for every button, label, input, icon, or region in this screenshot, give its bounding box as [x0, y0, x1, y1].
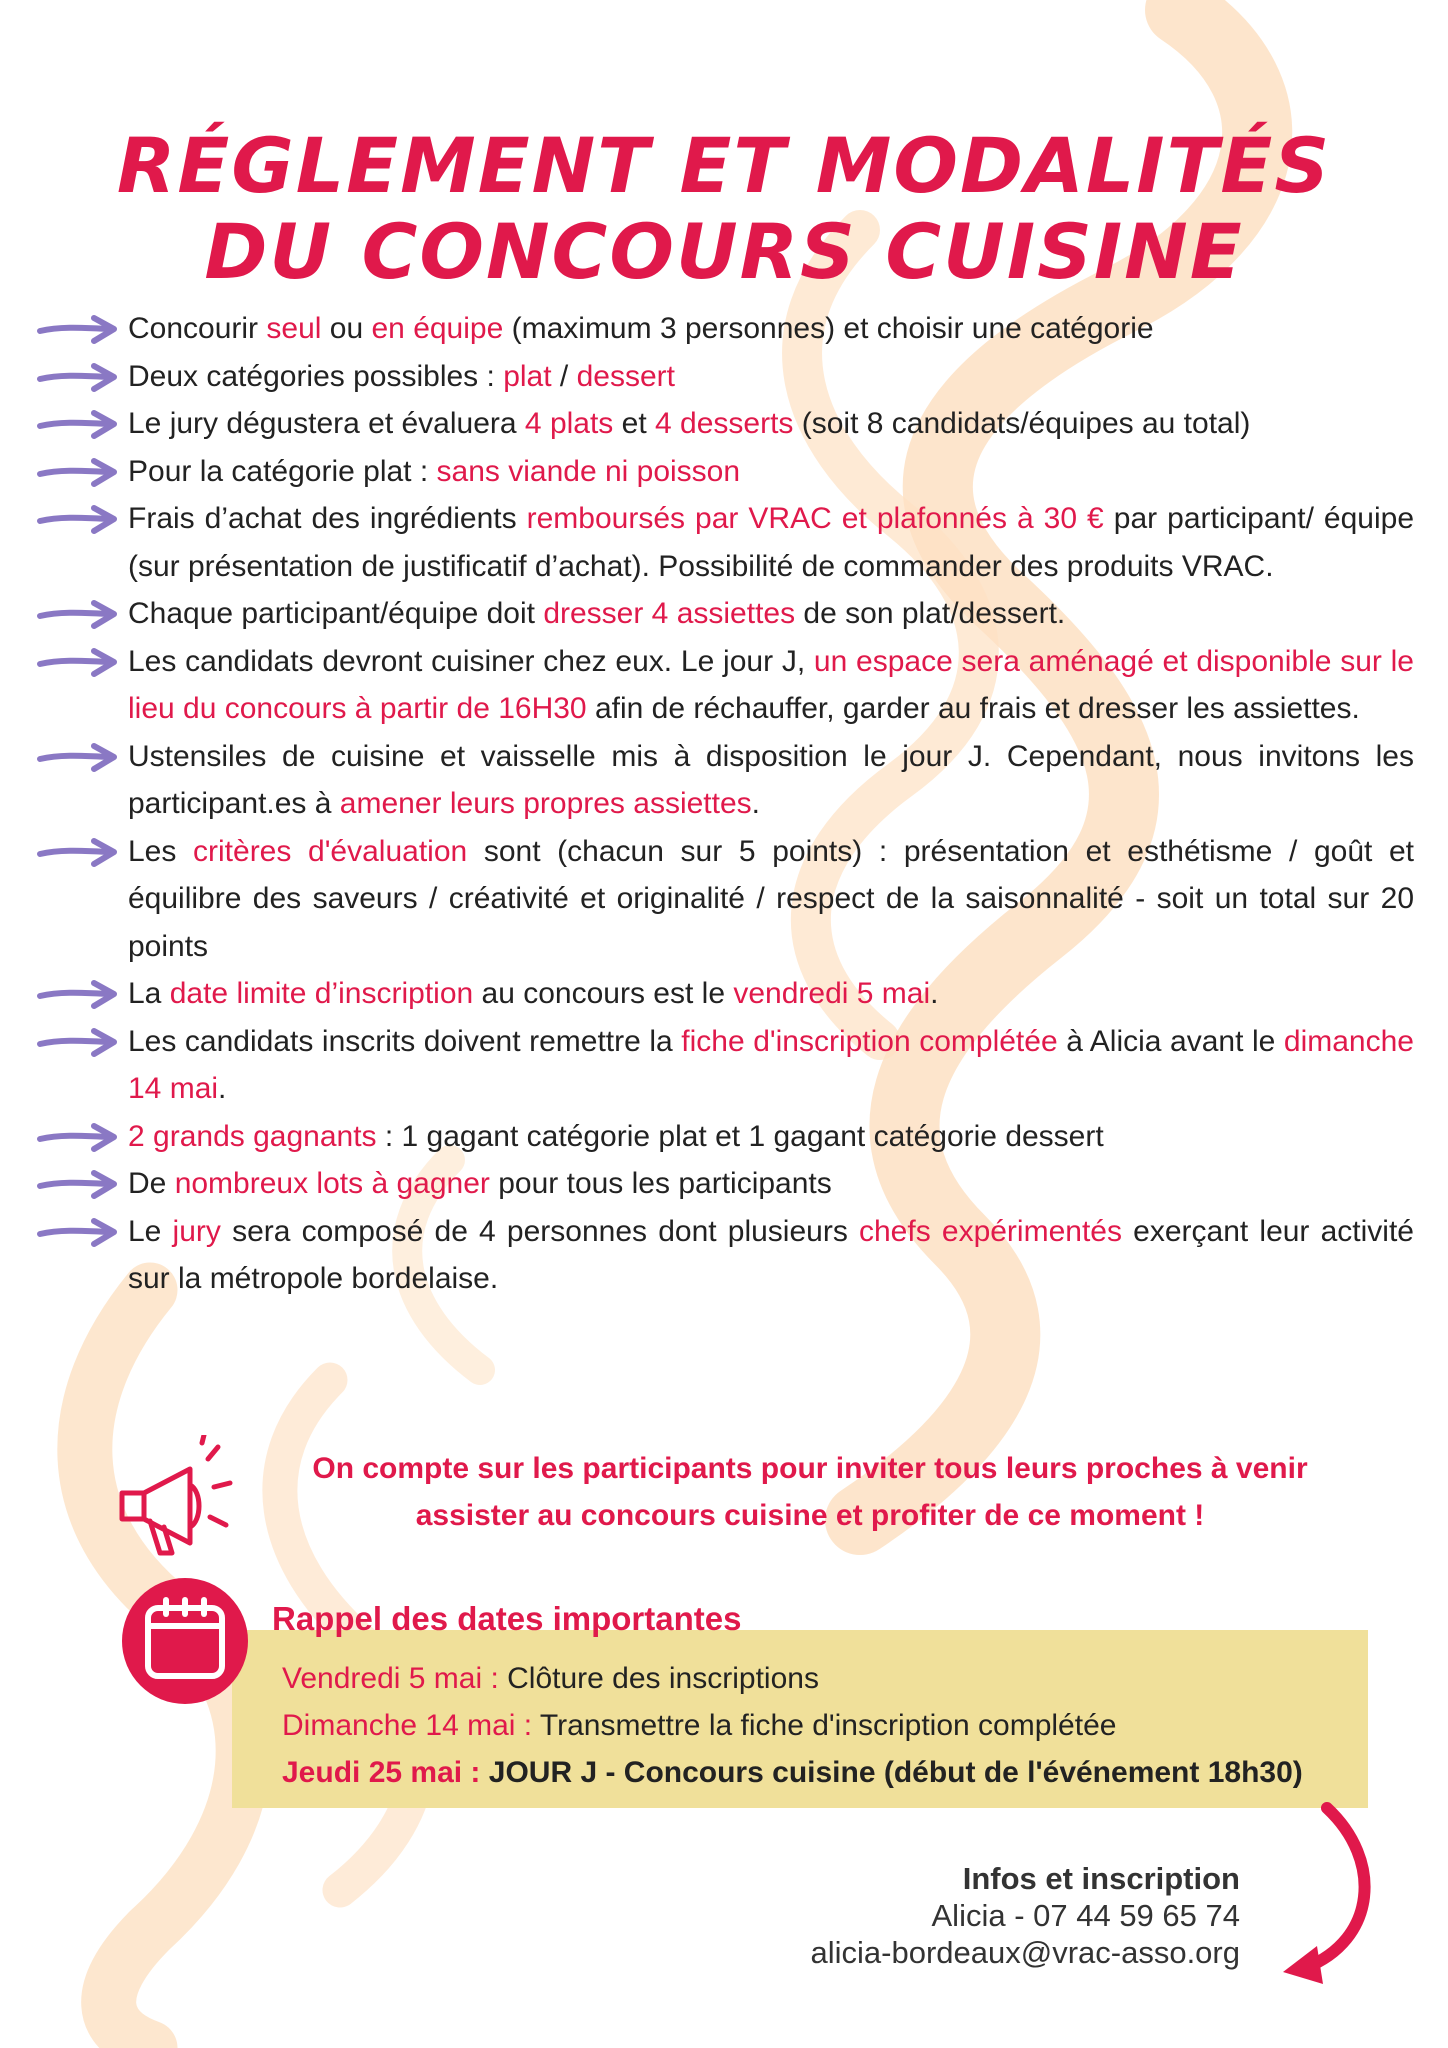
rule-text: Pour la catégorie plat : — [128, 454, 437, 488]
rule-item — [36, 305, 1414, 353]
contact-email: alicia-bordeaux@vrac-asso.org — [810, 1935, 1240, 1970]
arrow-right-icon — [36, 1217, 120, 1247]
rule-text: (maximum 3 personnes) et choisir une catégorie — [503, 312, 1154, 345]
arrow-right-icon — [36, 409, 120, 439]
callout-line-2: assister au concours cuisine et profiter de ce moment ! — [415, 1499, 1205, 1532]
rule-text: de son plat/dessert. — [795, 597, 1066, 630]
date-row — [282, 1749, 1303, 1796]
rule-text: La — [128, 977, 170, 1010]
callout — [110, 1435, 1410, 1565]
highlight-text: jury — [172, 1214, 221, 1248]
megaphone-icon — [110, 1435, 250, 1565]
rule-text: Chaque participant/équipe doit — [128, 597, 544, 630]
dates-list — [282, 1655, 1303, 1796]
highlight-text: 4 desserts — [655, 407, 794, 440]
date-row — [282, 1702, 1303, 1749]
highlight-text: 4 plats — [524, 407, 614, 440]
date-label: Vendredi 5 mai : — [282, 1662, 499, 1695]
calendar-badge — [122, 1578, 248, 1704]
rule-text: . — [751, 787, 760, 820]
highlight-text: dimanche 14 mai — [128, 1024, 1414, 1105]
rule-text: exerçant leur activité sur la métropole bordelaise. — [128, 1214, 1414, 1295]
arrow-right-icon — [36, 837, 120, 867]
rule-item — [36, 495, 1414, 590]
rule-text: afin de réchauffer, garder au frais et dresser les assiettes. — [586, 692, 1360, 725]
rule-text: ou — [321, 312, 372, 345]
date-description: Clôture des inscriptions — [498, 1662, 819, 1695]
arrow-right-icon — [36, 979, 120, 1009]
highlight-text: 2 grands gagnants — [128, 1119, 377, 1153]
arrow-right-icon — [36, 314, 120, 344]
rule-item — [36, 590, 1414, 638]
rule-item — [36, 1160, 1414, 1208]
rules-list — [36, 305, 1414, 1303]
rule-item — [36, 353, 1414, 401]
rule-item — [36, 448, 1414, 496]
rule-text: Deux catégories possibles : — [128, 359, 504, 393]
date-row — [282, 1655, 1303, 1702]
arrow-right-icon — [36, 742, 120, 772]
rule-text: Le jury dégustera et évaluera — [128, 407, 525, 440]
calendar-icon — [122, 1578, 248, 1704]
highlight-text: un espace sera aménagé et disponible sur le lieu du concours à partir de 16H30 — [128, 644, 1414, 725]
highlight-text: remboursés par VRAC et plafonnés à 30 € — [526, 502, 1104, 535]
date-label: Dimanche 14 mai : — [282, 1709, 533, 1742]
callout-line-1: On compte sur les participants pour inviter tous leurs proches à venir — [312, 1452, 1308, 1485]
rule-item — [36, 733, 1414, 828]
highlight-text: plat — [503, 359, 552, 393]
rule-text: Les candidats inscrits doivent remettre la — [128, 1024, 682, 1058]
rule-text: Les — [128, 834, 194, 868]
title-line-1: RÉGLEMENT ET MODALITÉS — [116, 120, 1332, 210]
date-label: Jeudi 25 mai : — [282, 1756, 481, 1789]
rule-text: Ustensiles de cuisine et vaisselle mis à disposition le jour J. Cependant, nous invitons les participant.es à — [128, 739, 1414, 820]
rule-item — [36, 638, 1414, 733]
arrow-right-icon — [36, 1169, 120, 1199]
highlight-text: dresser 4 assiettes — [543, 597, 796, 630]
rule-text: Frais d’achat des ingrédients — [128, 502, 527, 535]
arrow-right-icon — [36, 362, 120, 392]
highlight-text: critères d'évaluation — [193, 834, 468, 868]
rule-text: pour tous les participants — [489, 1167, 832, 1200]
rule-item — [36, 828, 1414, 971]
rule-text: Concourir — [128, 312, 267, 345]
highlight-text: dessert — [576, 359, 675, 393]
date-description: Transmettre la fiche d'inscription complétée — [532, 1709, 1117, 1742]
arrow-right-icon — [36, 599, 120, 629]
arrow-right-icon — [36, 504, 120, 534]
highlight-text: sans viande ni poisson — [436, 454, 741, 488]
contact-info — [811, 1860, 1241, 1971]
rule-text: Les candidats devront cuisiner chez eux. Le jour J, — [128, 644, 814, 678]
rule-text: (soit 8 candidats/équipes au total) — [793, 407, 1251, 440]
title-line-2: DU CONCOURS CUISINE — [204, 206, 1244, 296]
rule-item — [36, 1113, 1414, 1161]
rule-item — [36, 1018, 1414, 1113]
highlight-text: amener leurs propres assiettes — [339, 787, 752, 820]
rule-text: à Alicia avant le — [1057, 1024, 1284, 1058]
rule-item — [36, 1208, 1414, 1303]
rule-text: / — [551, 359, 577, 393]
rule-item — [36, 400, 1414, 448]
arrow-right-icon — [36, 647, 120, 677]
curved-arrow-icon — [1265, 1800, 1395, 1990]
highlight-text: date limite d’inscription — [169, 977, 474, 1010]
rule-text: Le — [128, 1214, 173, 1248]
highlight-text: chefs expérimentés — [859, 1214, 1122, 1248]
highlight-text: fiche d'inscription complétée — [681, 1024, 1058, 1058]
page-title — [0, 120, 1448, 296]
contact-heading: Infos et inscription — [962, 1861, 1240, 1896]
rule-text: : 1 gagant catégorie plat et 1 gagant catégorie dessert — [376, 1119, 1104, 1153]
arrow-right-icon — [36, 1122, 120, 1152]
rule-text: De — [128, 1167, 175, 1200]
rule-text: et — [613, 407, 656, 440]
rule-text: au concours est le — [473, 977, 734, 1010]
rule-text: sera composé de 4 personnes dont plusieurs — [220, 1214, 859, 1248]
date-description: JOUR J - Concours cuisine (début de l'événement 18h30) — [480, 1756, 1303, 1789]
rule-text: . — [930, 977, 939, 1010]
dates-title: Rappel des dates importantes — [272, 1600, 742, 1637]
highlight-text: vendredi 5 mai — [733, 977, 931, 1010]
rule-text: sont (chacun sur 5 points) : présentation et esthétisme / goût et équilibre des saveurs / créativité et originalité / respect de la saisonnalité - soit un total sur 20 points — [128, 834, 1414, 963]
highlight-text: en équipe — [371, 312, 504, 345]
rule-text: . — [218, 1072, 227, 1105]
callout-text — [260, 1445, 1360, 1539]
arrow-right-icon — [36, 1027, 120, 1057]
contact-phone: Alicia - 07 44 59 65 74 — [931, 1898, 1240, 1933]
rule-item — [36, 970, 1414, 1018]
arrow-right-icon — [36, 457, 120, 487]
rule-text: par participant/ équipe (sur présentation de justificatif d’achat). Possibilité de commander des produits VRAC. — [128, 502, 1415, 583]
highlight-text: seul — [266, 312, 322, 345]
highlight-text: nombreux lots à gagner — [174, 1167, 490, 1200]
